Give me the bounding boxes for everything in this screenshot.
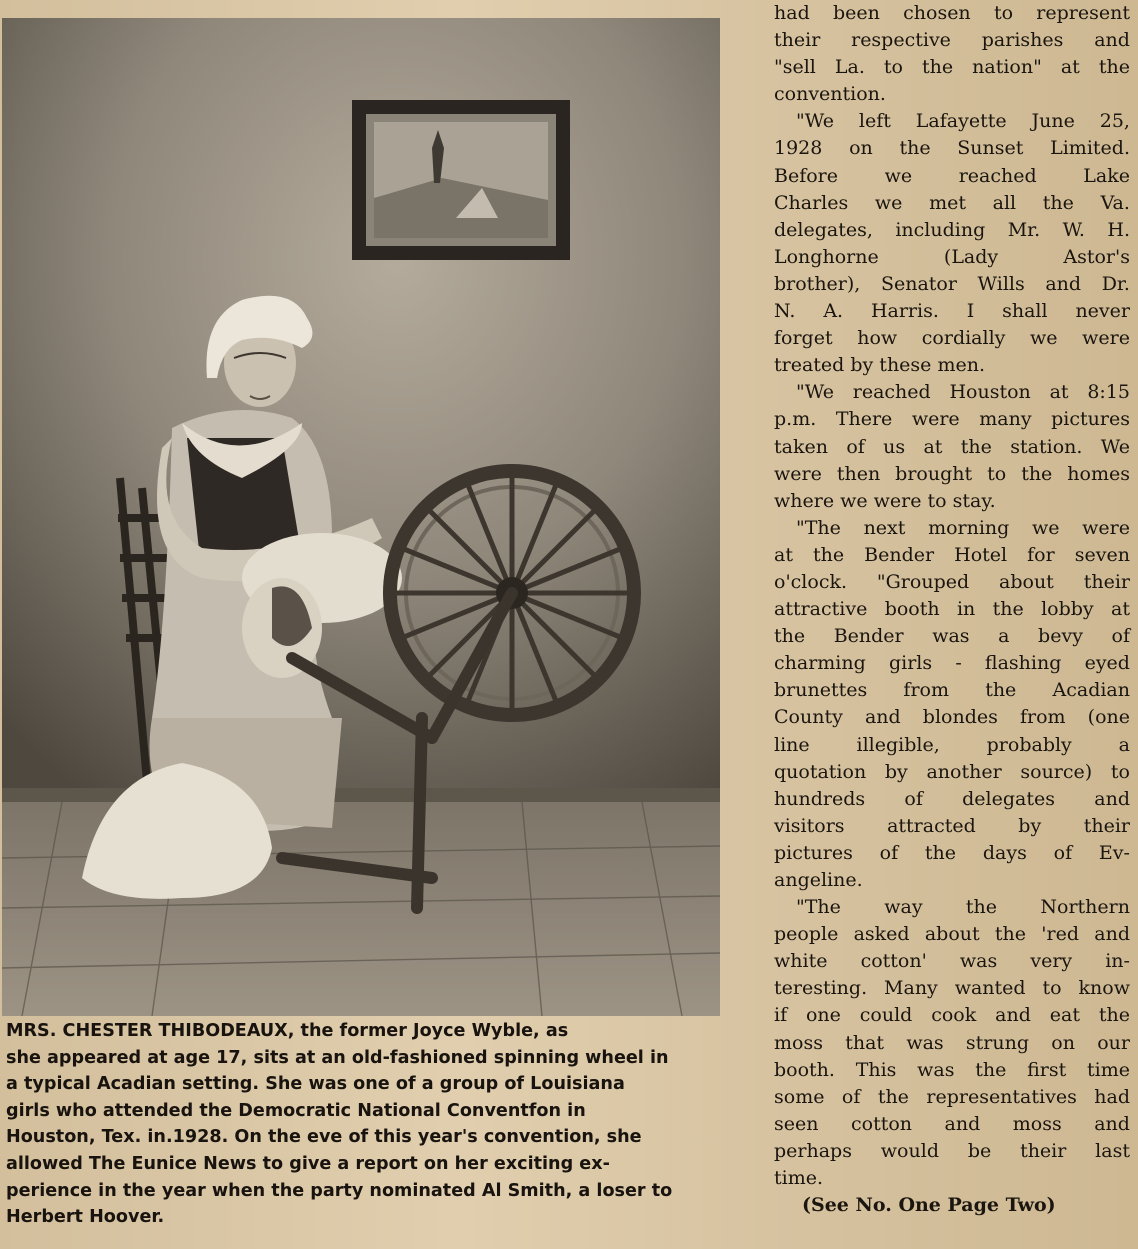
article-line: some of the representatives had [774,1085,1130,1108]
article-line: treated by these men. [774,354,985,377]
article-line: County and blondes from (one [774,706,1130,729]
article-line: Charles we met all the Va. [774,191,1130,214]
article-line: quotation by another source) to [774,760,1130,783]
article-line: delegates, including Mr. W. H. [774,218,1130,241]
article-line: time. [774,1167,824,1190]
article-line: had been chosen to represent [774,2,1130,24]
article-line: "We reached Houston at 8:15 [796,381,1130,404]
article-line: convention. [774,83,886,106]
caption-line: she appeared at age 17, sits at an old-fashioned spinning wheel in [6,1047,669,1068]
article-line: their respective parishes and [774,29,1130,52]
article-line: visitors attracted by their [774,814,1130,837]
article-line: moss that was strung on our [774,1031,1130,1054]
photo-illustration [2,18,720,1016]
continued-notice: (See No. One Page Two) [802,1194,1056,1217]
article-line: forget how cordially we were [774,327,1130,350]
photo-woman-spinning-wheel [2,18,720,1016]
photo-caption [6,1018,724,1231]
article-line: where we were to stay. [774,489,996,512]
caption-line: Houston, Tex. in.1928. On the eve of this year's convention, she [6,1127,642,1148]
article-line: people asked about the 'red and [774,923,1130,946]
caption-line: Herbert Hoover. [6,1207,165,1228]
article-line: o'clock. "Grouped about their [774,570,1130,593]
article-line: brunettes from the Acadian [774,679,1130,702]
article-line: perhaps would be their last [774,1139,1130,1162]
article-line: charming girls - flashing eyed [774,652,1130,675]
caption-line: allowed The Eunice News to give a report on her exciting ex- [6,1153,610,1174]
article-line: "sell La. to the nation" at the [774,56,1130,79]
article-column [774,0,1130,1219]
article-line: angeline. [774,869,863,891]
article-line: if one could cook and eat the [774,1004,1130,1027]
article-line: line illegible, probably a [774,733,1130,756]
caption-line: perience in the year when the party nominated Al Smith, a loser to [6,1180,673,1201]
article-line: Longhorne (Lady Astor's [774,245,1130,268]
article-line: brother), Senator Wills and Dr. [774,272,1130,295]
article-line: teresting. Many wanted to know [774,977,1130,1000]
article-line: taken of us at the station. We [774,435,1130,458]
article-line: booth. This was the first time [774,1058,1130,1081]
article-line: attractive booth in the lobby at [774,598,1130,621]
article-line: 1928 on the Sunset Limited. [774,137,1130,160]
article-line: N. A. Harris. I shall never [774,300,1130,323]
article-line: the Bender was a bevy of [774,625,1130,648]
article-line: pictures of the days of Ev- [774,841,1130,864]
article-line: "The way the Northern [796,896,1130,919]
article-line: seen cotton and moss and [774,1112,1130,1135]
article-line: p.m. There were many pictures [774,408,1130,431]
article-line: white cotton' was very in- [774,950,1130,973]
caption-line: MRS. CHESTER THIBODEAUX, the former Joyce Wyble, as [6,1021,569,1041]
caption-line: a typical Acadian setting. She was one of a group of Louisiana [6,1074,625,1095]
article-line: "We left Lafayette June 25, [796,110,1130,133]
article-line: were then brought to the homes [774,462,1130,485]
caption-line: girls who attended the Democratic National Conventfon in [6,1100,586,1121]
article-line: Before we reached Lake [774,164,1130,187]
article-line: "The next morning we were [796,516,1130,539]
article-line: hundreds of delegates and [774,787,1130,810]
article-line: at the Bender Hotel for seven [774,543,1130,566]
framed-picture [352,100,570,260]
